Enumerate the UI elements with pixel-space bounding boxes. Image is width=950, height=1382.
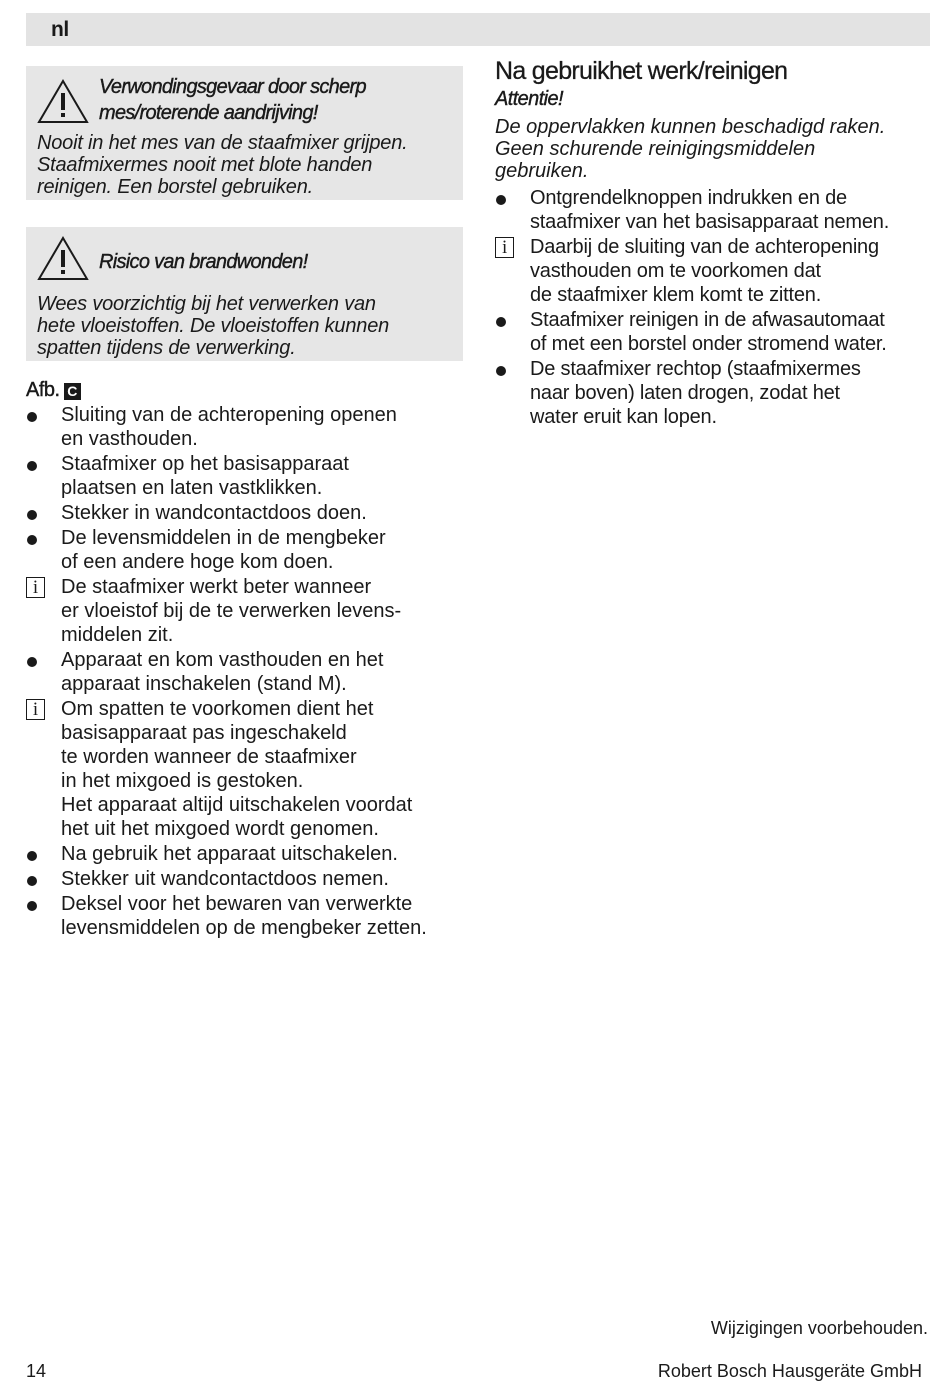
item-text: Staafmixer reinigen in de afwasautomaat of met een borstel onder stromend water.	[530, 309, 887, 355]
item-text: De staafmixer werkt beter wanneer er vloeistof bij de te verwerken levens- middelen zit.	[61, 576, 402, 646]
item-text: Deksel voor het bewaren van verwerkte levensmiddelen op de mengbeker zetten.	[61, 893, 427, 939]
item-text: De staafmixer rechtop (staafmixermes naar boven) laten drogen, zodat het water eruit kan lopen.	[530, 358, 861, 428]
warning-text: Wees voorzichtig bij het verwerken van hete vloeistoffen. De vloeistoffen kunnen spatten tijdens de verwerking.	[37, 293, 390, 359]
item-text: Staafmixer op het basisapparaat plaatsen en laten vastklikken.	[61, 453, 349, 499]
list-item	[26, 501, 463, 525]
section-title: Na gebruikhet werk/reinigen	[495, 57, 788, 85]
figure-badge: C	[64, 383, 81, 400]
warning-triangle-icon	[37, 78, 89, 124]
item-text: Daarbij de sluiting van de achteropening vasthouden om te voorkomen dat de staafmixer klem komt te zitten.	[530, 236, 879, 306]
list-item	[495, 308, 935, 356]
item-text: Stekker in wandcontactdoos doen.	[61, 502, 367, 524]
bullet-icon	[496, 195, 506, 205]
info-note-item	[26, 575, 463, 647]
left-column	[26, 66, 463, 940]
info-note-item	[26, 697, 463, 841]
bullet-icon	[27, 657, 37, 667]
figure-reference	[26, 378, 463, 402]
list-item	[26, 403, 463, 451]
bullet-icon	[27, 461, 37, 471]
item-text: De levensmiddelen in de mengbeker of een andere hoge kom doen.	[61, 527, 386, 573]
footer-note: Wijzigingen voorbehouden.	[710, 1318, 928, 1338]
warning-triangle-icon	[37, 235, 89, 281]
list-item	[26, 842, 463, 866]
page-number: 14	[26, 1361, 47, 1381]
item-text: Sluiting van de achteropening openen en vasthouden.	[61, 404, 397, 450]
warning-header	[37, 235, 453, 293]
bullet-icon	[27, 535, 37, 545]
bullet-icon	[27, 412, 37, 422]
warning-header	[37, 74, 453, 126]
list-item	[26, 452, 463, 500]
bullet-icon	[27, 851, 37, 861]
warning-title: Verwondingsgevaar door scherp mes/roterende aandrijving!	[99, 76, 366, 124]
company-name: Robert Bosch Hausgeräte GmbH	[657, 1361, 922, 1381]
bullet-icon	[496, 317, 506, 327]
bullet-icon	[27, 876, 37, 886]
figure-label: Afb.	[26, 379, 60, 401]
item-text: Apparaat en kom vasthouden en het apparaat inschakelen (stand M).	[61, 649, 384, 695]
bullet-icon	[27, 510, 37, 520]
warning-box-cut-hazard	[26, 66, 463, 200]
bullet-icon	[496, 366, 506, 376]
language-header-bar	[26, 13, 930, 46]
warning-text: Nooit in het mes van de staafmixer grijpen. Staafmixermes nooit met blote handen reinigen. Een borstel gebruiken.	[37, 132, 408, 198]
warning-box-burn-risk	[26, 227, 463, 361]
bullet-icon	[27, 901, 37, 911]
list-item	[26, 648, 463, 696]
info-note-item	[495, 235, 935, 307]
item-text: Na gebruik het apparaat uitschakelen.	[61, 843, 398, 865]
item-text: Ontgrendelknoppen indrukken en de staafmixer van het basisapparaat nemen.	[530, 187, 890, 233]
info-icon: i	[26, 699, 45, 720]
list-item	[26, 526, 463, 574]
item-text: Om spatten te voorkomen dient het basisapparaat pas ingeschakeld te worden wanneer de staafmixer in het mixgoed is gestoken. Het apparaat altijd uitschakelen voordat het uit het mixgoed wordt genomen.	[61, 698, 413, 840]
list-item	[495, 186, 935, 234]
instruction-list-left	[26, 403, 463, 940]
list-item	[495, 357, 935, 429]
list-item	[26, 867, 463, 891]
info-icon: i	[26, 577, 45, 598]
language-code: nl	[51, 18, 69, 41]
instruction-list-right	[495, 186, 935, 429]
list-item	[26, 892, 463, 940]
warning-title: Risico van brandwonden!	[99, 251, 308, 273]
attention-label: Attentie!	[495, 88, 563, 110]
attention-text: De oppervlakken kunnen beschadigd raken. Geen schurende reinigingsmiddelen gebruiken.	[495, 116, 886, 182]
info-icon: i	[495, 237, 514, 258]
item-text: Stekker uit wandcontactdoos nemen.	[61, 868, 389, 890]
right-column	[495, 56, 935, 429]
